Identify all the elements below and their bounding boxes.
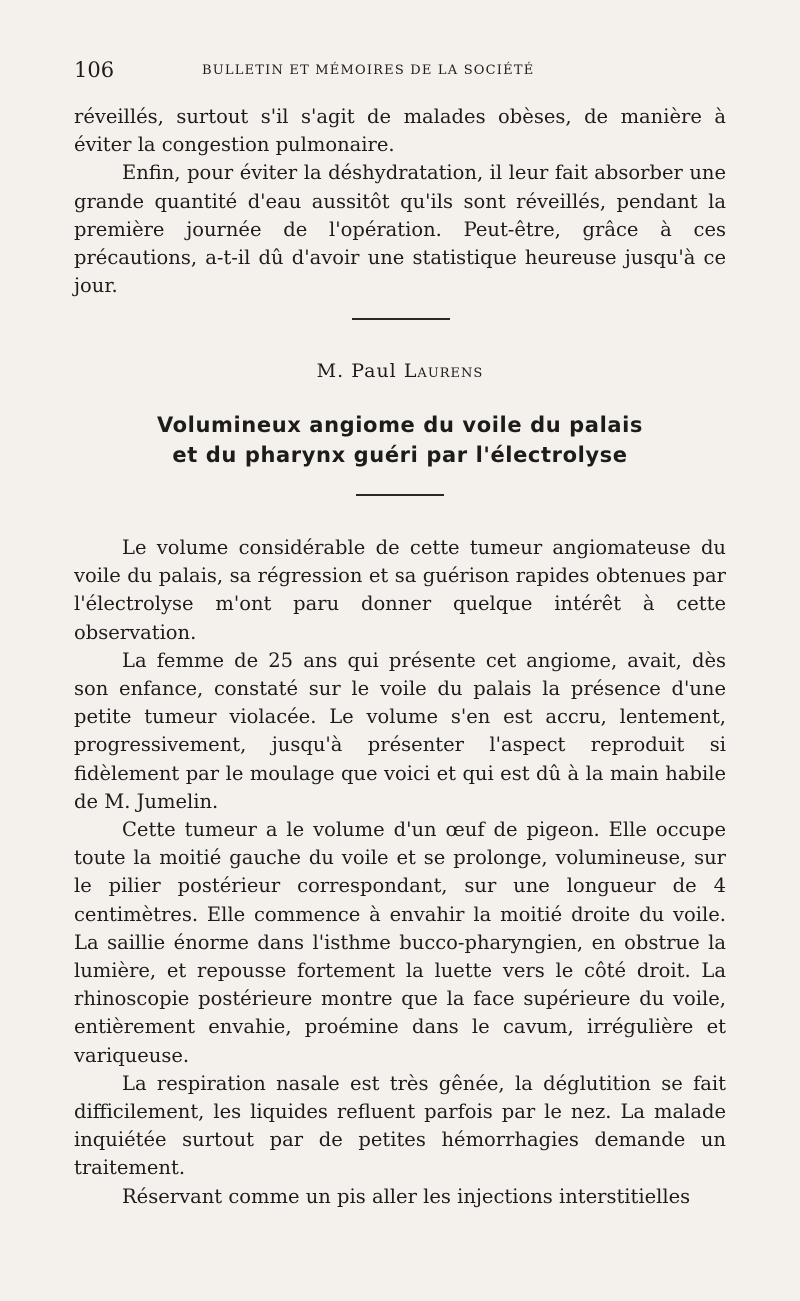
article-title-line: et du pharynx guéri par l'électrolyse bbox=[172, 443, 628, 467]
page-number: 106 bbox=[74, 58, 115, 82]
article-title-line: Volumineux angiome du voile du palais bbox=[156, 413, 644, 437]
body-paragraph: Le volume considérable de cette tumeur angiomateuse du voile du palais, sa régression et sa guérison rapides obtenues par l'électrolyse m'ont paru donner quelque intérêt à cette observation. bbox=[74, 536, 726, 644]
section-divider bbox=[352, 318, 450, 320]
author-line bbox=[0, 360, 800, 382]
author-surname: Laurens bbox=[403, 360, 484, 382]
body-paragraph: La femme de 25 ans qui présente cet angiome, avait, dès son enfance, constaté sur le voile du palais la présence d'une petite tumeur violacée. Le volume s'en est accru, lentement, progressivement, jusqu'à présenter l'aspect reproduit si fidèlement par le moulage que voici et qui est dû à la main habile de M. Jumelin. bbox=[74, 648, 726, 813]
title-divider bbox=[356, 494, 444, 496]
article-body bbox=[74, 534, 726, 1211]
intro-text bbox=[74, 103, 726, 300]
body-paragraph: Réservant comme un pis aller les injections interstitielles bbox=[122, 1184, 691, 1208]
body-paragraph: Cette tumeur a le volume d'un œuf de pigeon. Elle occupe toute la moitié gauche du voile et se prolonge, volumineuse, sur le pilier postérieur correspondant, sur une longueur de 4 centimètres. Elle commence à envahir la moitié droite du voile. La saillie énorme dans l'isthme bucco-pharyngien, en obstrue la lumière, et repousse fortement la luette vers le côté droit. La rhinoscopie postérieure montre que la face supérieure du voile, entièrement envahie, proémine dans le cavum, irrégulière et variqueuse. bbox=[74, 818, 726, 1067]
author-prefix: M. Paul bbox=[316, 360, 404, 382]
body-paragraph: La respiration nasale est très gênée, la déglutition se fait difficilement, les liquides refluent parfois par le nez. La malade inquiétée surtout par de petites hémorrhagies demande un traitement. bbox=[74, 1071, 726, 1180]
page-header bbox=[74, 58, 726, 82]
article-title bbox=[74, 410, 726, 470]
intro-paragraph: réveillés, surtout s'il s'agit de malades obèses, de manière à éviter la congestion pulmonaire. bbox=[74, 105, 726, 157]
running-title: BULLETIN ET MÉMOIRES DE LA SOCIÉTÉ bbox=[202, 63, 535, 78]
intro-paragraph: Enfin, pour éviter la déshydratation, il leur fait absorber une grande quantité d'eau aussitôt qu'ils sont réveillés, pendant la première journée de l'opération. Peut-être, grâce à ces précautions, a-t-il dû d'avoir une statistique heureuse jusqu'à ce jour. bbox=[74, 161, 726, 298]
